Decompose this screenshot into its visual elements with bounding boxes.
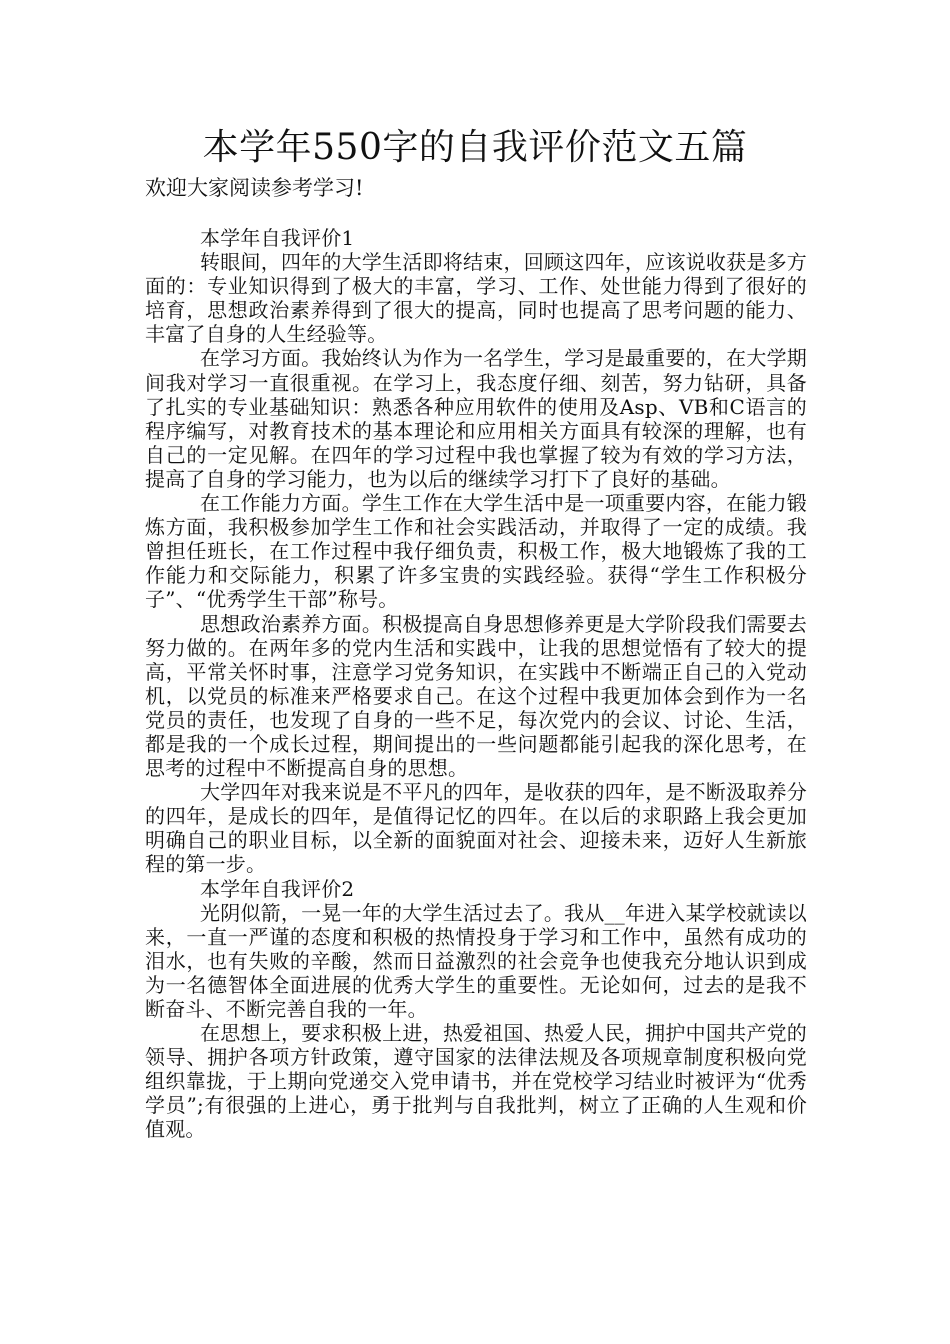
document-body [145, 226, 807, 1142]
section-heading: 本学年自我评价1 [200, 226, 355, 250]
body-paragraph: 在学习方面。我始终认为作为一名学生，学习是最重要的，在大学期间我对学习一直很重视。在学习上，我态度仔细、刻苦，努力钻研，具备了扎实的专业基础知识：熟悉各种应用软件的使用及Asp、VB和C语言的程序编写，对教育技术的基本理论和应用相关方面具有较深的理解，也有自己的一定见解。在四年的学习过程中我也掌握了较为有效的学习方法，提高了自身的学习能力，也为以后的继续学习打下了良好的基础。 [145, 346, 807, 491]
body-paragraph: 大学四年对我来说是不平凡的四年，是收获的四年，是不断汲取养分的四年，是成长的四年，是值得记忆的四年。在以后的求职路上我会更加明确自己的职业目标，以全新的面貌面对社会、迎接未来，迈好人生新旅程的第一步。 [145, 780, 807, 877]
body-paragraph: 在工作能力方面。学生工作在大学生活中是一项重要内容，在能力锻炼方面，我积极参加学生工作和社会实践活动，并取得了一定的成绩。我曾担任班长，在工作过程中我仔细负责，积极工作，极大地锻炼了我的工作能力和交际能力，积累了许多宝贵的实践经验。获得“学生工作积极分子”、“优秀学生干部”称号。 [145, 491, 807, 612]
body-paragraph: 光阴似箭，一晃一年的大学生活过去了。我从__年进入某学校就读以来，一直一严谨的态度和积极的热情投身于学习和工作中，虽然有成功的泪水，也有失败的辛酸，然而日益激烈的社会竞争也使我充分地认识到成为一名德智体全面进展的优秀大学生的重要性。无论如何，过去的是我不断奋斗、不断完善自我的一年。 [145, 900, 807, 1021]
section-heading: 本学年自我评价2 [200, 876, 355, 901]
body-paragraph: 转眼间，四年的大学生活即将结束，回顾这四年，应该说收获是多方面的：专业知识得到了极大的丰富，学习、工作、处世能力得到了很好的培育，思想政治素养得到了很大的提高，同时也提高了思考问题的能力、丰富了自身的人生经验等。 [145, 250, 807, 347]
intro-text: 欢迎大家阅读参考学习! [145, 176, 364, 200]
page-title: 本学年550字的自我评价范文五篇 [202, 127, 748, 168]
body-paragraph: 思想政治素养方面。积极提高自身思想修养更是大学阶段我们需要去努力做的。在两年多的党内生活和实践中，让我的思想觉悟有了较大的提高，平常关怀时事，注意学习党务知识，在实践中不断端正自己的入党动机，以党员的标准来严格要求自己。在这个过程中我更加体会到作为一名党员的责任，也发现了自身的一些不足，每次党内的会议、讨论、生活，都是我的一个成长过程，期间提出的一些问题都能引起我的深化思考，在思考的过程中不断提高自身的思想。 [145, 611, 807, 781]
body-paragraph: 在思想上，要求积极上进，热爱祖国、热爱人民，拥护中国共产党的领导、拥护各项方针政策，遵守国家的法律法规及各项规章制度积极向党组织靠拢，于上期向党递交入党申请书，并在党校学习结业时被评为“优秀学员”;有很强的上进心，勇于批判与自我批判，树立了正确的人生观和价值观。 [145, 1021, 807, 1142]
